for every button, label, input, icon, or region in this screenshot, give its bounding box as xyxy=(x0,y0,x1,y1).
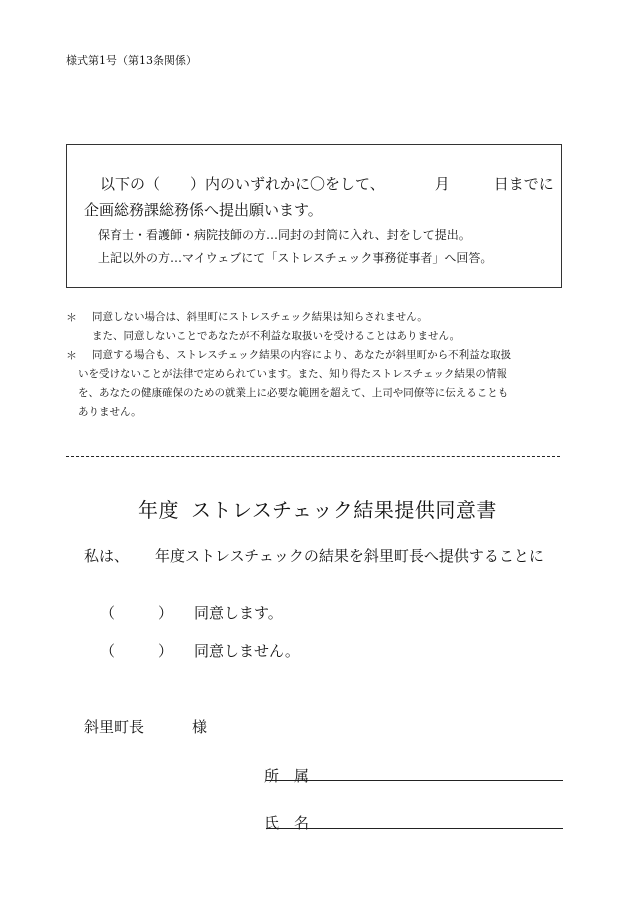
affiliation-label-1: 所 xyxy=(264,767,280,785)
note-1-mark: ＊ xyxy=(66,311,77,324)
affiliation-field[interactable] xyxy=(266,780,563,781)
consent-text: 年度ストレスチェックの結果を斜里町長へ提供することに xyxy=(155,547,544,565)
day-label: 日までに xyxy=(493,175,554,193)
name-label-1: 氏 xyxy=(264,814,280,832)
disagree-checkbox-close[interactable]: ） xyxy=(158,642,174,660)
cut-line xyxy=(66,456,560,457)
agree-checkbox-close[interactable]: ） xyxy=(158,604,174,622)
addressee-name: 斜里町長 xyxy=(84,718,145,736)
instruction-line-2: 企画総務課総務係へ提出願います。 xyxy=(84,201,323,219)
disagree-label: 同意しません。 xyxy=(194,642,300,660)
title-year: 年度 xyxy=(138,498,179,522)
month-label: 月 xyxy=(434,175,450,193)
addressee-honorific: 様 xyxy=(192,718,208,736)
instruction-line-1-text: 以下の（ ）内のいずれかに〇をして、 xyxy=(100,175,385,193)
name-field[interactable] xyxy=(266,828,563,829)
instruction-line-4: 上記以外の方…マイウェブにて「ストレスチェック事務従事者」へ回答。 xyxy=(98,251,493,265)
agree-label: 同意します。 xyxy=(194,604,283,622)
consent-sentence xyxy=(84,545,544,566)
agree-checkbox-open[interactable]: （ xyxy=(100,604,116,622)
note-2-line-2: いを受けないことが法律で定められています。また、知り得たストレスチェック結果の情報 xyxy=(78,368,507,380)
note-1-line-2: また、同意しないことであなたが不利益な取扱いを受けることはありません。 xyxy=(92,330,461,342)
name-label-2: 名 xyxy=(294,814,310,832)
consent-subject: 私は、 xyxy=(84,547,130,565)
title-main: ストレスチェック結果提供同意書 xyxy=(191,498,497,522)
note-2-mark: ＊ xyxy=(66,349,77,362)
note-2-line-1: 同意する場合も、ストレスチェック結果の内容により、あなたが斜里町から不利益な取扱 xyxy=(92,349,512,361)
affiliation-label-2: 属 xyxy=(294,767,310,785)
instruction-line-3: 保育士・看護師・病院技師の方…同封の封筒に入れ、封をして提出。 xyxy=(98,228,471,242)
form-number: 様式第1号（第13条関係） xyxy=(66,54,197,67)
addressee xyxy=(84,716,207,737)
disagree-checkbox-open[interactable]: （ xyxy=(100,642,116,660)
note-2-line-3: を、あなたの健康確保のための就業上に必要な範囲を超えて、上司や同僚等に伝えることも xyxy=(78,387,509,399)
instruction-line-1 xyxy=(100,173,554,194)
note-1-line-1: 同意しない場合は、斜里町にストレスチェック結果は知らされません。 xyxy=(92,311,428,323)
document-title xyxy=(138,494,497,523)
note-2-line-4: ありません。 xyxy=(78,406,142,418)
